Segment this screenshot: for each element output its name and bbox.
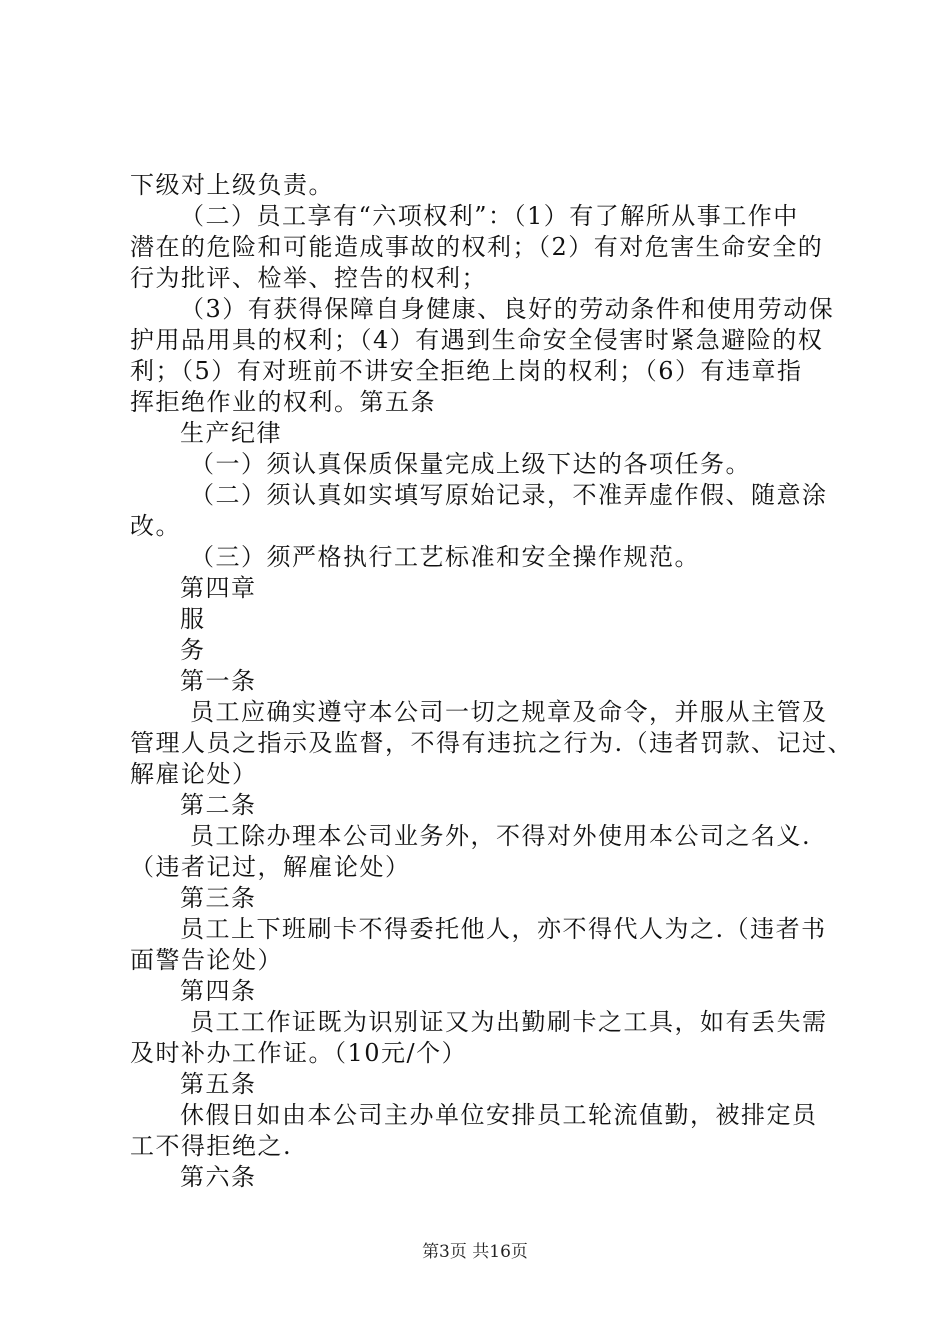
article-heading: 第二条 bbox=[180, 791, 257, 819]
text-line: 下级对上级负责。 bbox=[130, 171, 334, 199]
text-line: 潜在的危险和可能造成事故的权利；（2）有对危害生命安全的 bbox=[130, 233, 824, 261]
article-heading: 第三条 bbox=[180, 884, 257, 912]
text-line: （三）须严格执行工艺标准和安全操作规范。 bbox=[190, 543, 700, 571]
text-line: （一）须认真保质保量完成上级下达的各项任务。 bbox=[190, 450, 751, 478]
article-heading: 第一条 bbox=[180, 667, 257, 695]
text-line: 员工应确实遵守本公司一切之规章及命令，并服从主管及 bbox=[190, 698, 828, 726]
text-line: 员工工作证既为识别证又为出勤刷卡之工具，如有丢失需 bbox=[190, 1008, 828, 1036]
chapter-title-char: 服 bbox=[180, 605, 206, 633]
chapter-title-char: 务 bbox=[180, 636, 206, 664]
article-heading: 第五条 bbox=[180, 1070, 257, 1098]
article-heading: 第六条 bbox=[180, 1163, 257, 1191]
text-line: 行为批评、检举、控告的权利； bbox=[130, 264, 487, 292]
text-line: （3）有获得保障自身健康、良好的劳动条件和使用劳动保 bbox=[180, 295, 835, 323]
text-line: 护用品用具的权利；（4）有遇到生命安全侵害时紧急避险的权 bbox=[130, 326, 824, 354]
text-line: （违者记过，解雇论处） bbox=[130, 853, 411, 881]
text-line: 改。 bbox=[130, 512, 181, 540]
text-line: 管理人员之指示及监督，不得有违抗之行为.（违者罚款、记过、 bbox=[130, 729, 854, 757]
text-line: 及时补办工作证。（10元/个） bbox=[130, 1039, 468, 1067]
text-line: 工不得拒绝之. bbox=[130, 1132, 293, 1160]
document-body bbox=[130, 170, 854, 1193]
text-line: 休假日如由本公司主办单位安排员工轮流值勤，被排定员 bbox=[180, 1101, 818, 1129]
article-heading: 第四条 bbox=[180, 977, 257, 1005]
text-line: 员工上下班刷卡不得委托他人，亦不得代人为之.（违者书 bbox=[180, 915, 827, 943]
text-line: 挥拒绝作业的权利。第五条 bbox=[130, 388, 436, 416]
text-line: 利；（5）有对班前不讲安全拒绝上岗的权利；（6）有违章指 bbox=[130, 357, 803, 385]
chapter-heading: 第四章 bbox=[180, 574, 257, 602]
text-line: 解雇论处） bbox=[130, 760, 258, 788]
text-line: 面警告论处） bbox=[130, 946, 283, 974]
text-line: 员工除办理本公司业务外，不得对外使用本公司之名义. bbox=[190, 822, 812, 850]
text-line: （二）须认真如实填写原始记录，不准弄虚作假、随意涂 bbox=[190, 481, 828, 509]
section-heading: 生产纪律 bbox=[180, 419, 282, 447]
page-number-footer: 第3页 共16页 bbox=[422, 1242, 528, 1262]
text-line: （二）员工享有“六项权利”：（1）有了解所从事工作中 bbox=[180, 202, 799, 230]
